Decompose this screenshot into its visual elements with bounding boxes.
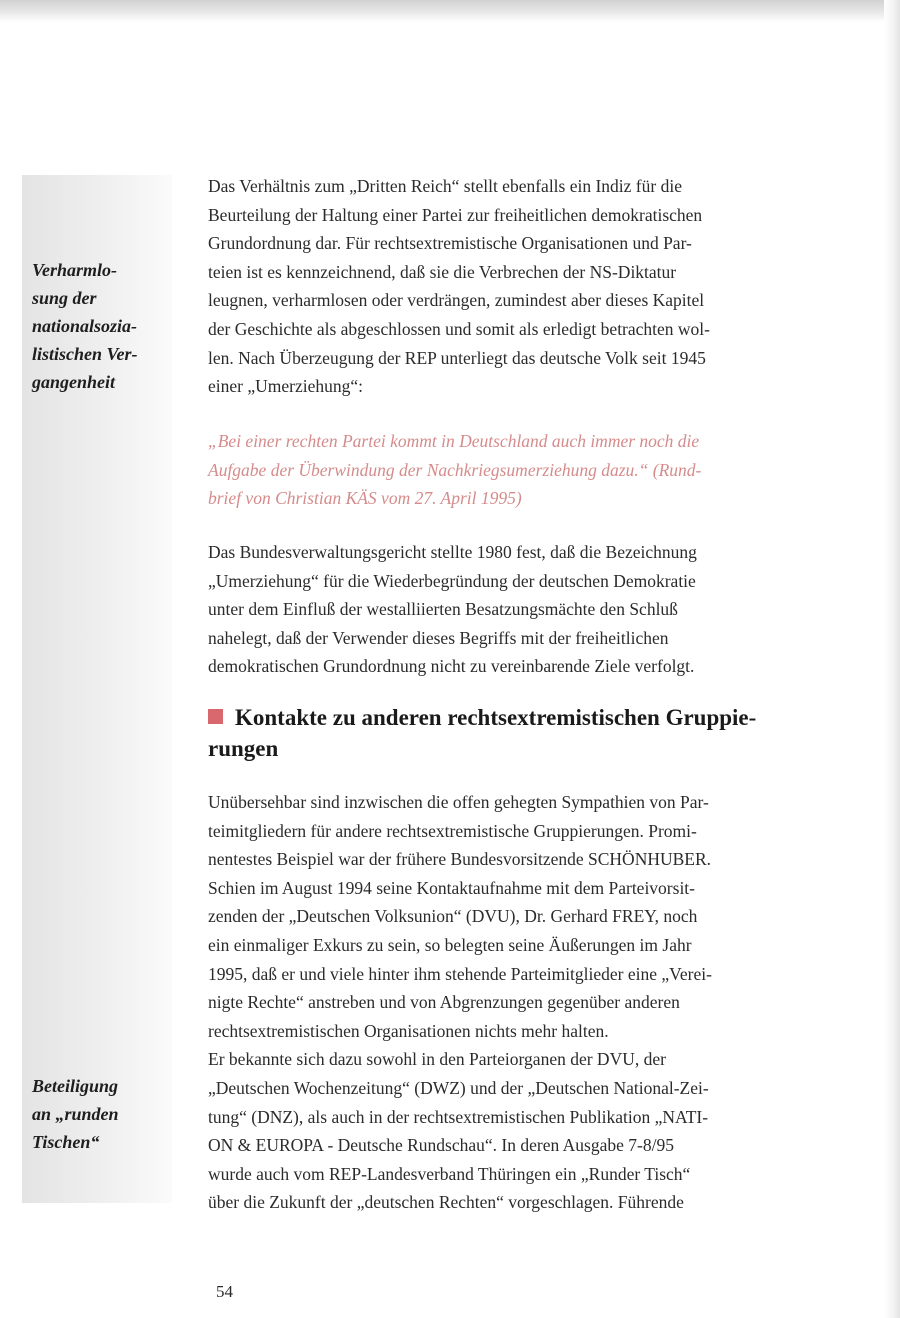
- paragraph-bundesverwaltungsgericht: [208, 538, 808, 681]
- quote-line: „Bei einer rechten Partei kommt in Deutschland auch immer noch die: [208, 431, 700, 451]
- text-line: Das Bundesverwaltungsgericht stellte 1980 fest, daß die Bezeichnung: [208, 542, 697, 562]
- text-line: einer „Umerziehung“:: [208, 376, 363, 397]
- paragraph-kontakte: [208, 788, 808, 1217]
- section-bullet-square-icon: [208, 709, 223, 724]
- text-line: über die Zukunft der „deutschen Rechten“ vorgeschlagen. Führende: [208, 1192, 684, 1213]
- text-line: leugnen, verharmlosen oder verdrängen, zumindest aber dieses Kapitel: [208, 290, 705, 311]
- quote-rundbrief: [208, 427, 808, 513]
- text-line: der Geschichte als abgeschlossen und somit als erledigt betrachten wol-: [208, 318, 710, 339]
- text-line: nahelegt, daß der Verwender dieses Begriffs mit der freiheitlichen: [208, 627, 669, 648]
- page-top-shadow: [0, 0, 900, 22]
- margin-note-line: an „runden: [32, 1104, 119, 1124]
- margin-note-runde-tische: [32, 1072, 162, 1156]
- text-line: Schien im August 1994 seine Kontaktaufnahme mit dem Parteivorsit-: [208, 877, 696, 898]
- text-line: unter dem Einfluß der westalliierten Besatzungsmächte den Schluß: [208, 599, 678, 620]
- text-line: tung“ (DNZ), als auch in der rechtsextremistischen Publikation „NATI-: [208, 1106, 709, 1127]
- text-line: demokratischen Grundordnung nicht zu vereinbarende Ziele verfolgt.: [208, 656, 695, 677]
- margin-note-line: Tischen“: [32, 1132, 100, 1152]
- text-line: wurde auch vom REP-Landesverband Thüringen ein „Runder Tisch“: [208, 1163, 691, 1184]
- text-line: ein einmaliger Exkurs zu sein, so belegten seine Äußerungen im Jahr: [208, 934, 692, 955]
- margin-note-line: Verharmlo-: [32, 260, 118, 280]
- heading-text: Kontakte zu anderen rechtsextremistischen Gruppie-: [235, 705, 757, 730]
- text-line: „Umerziehung“ für die Wiederbegründung der deutschen Demokratie: [208, 570, 696, 591]
- margin-note-verharmlosung: [32, 256, 162, 396]
- paragraph-dritten-reich: [208, 172, 808, 401]
- text-line: Grundordnung dar. Für rechtsextremistische Organisationen und Par-: [208, 233, 692, 254]
- text-line: Das Verhältnis zum „Dritten Reich“ stellt ebenfalls ein Indiz für die: [208, 176, 682, 196]
- text-line: 1995, daß er und viele hinter ihm stehende Parteimitglieder eine „Verei-: [208, 963, 712, 984]
- page-number: 54: [216, 1282, 233, 1301]
- text-line: Beurteilung der Haltung einer Partei zur freiheitlichen demokratischen: [208, 204, 703, 225]
- margin-note-line: gangenheit: [32, 372, 116, 392]
- text-line: nigte Rechte“ anstreben und von Abgrenzungen gegenüber anderen: [208, 992, 680, 1013]
- text-line: Unübersehbar sind inzwischen die offen gehegten Sympathien von Par-: [208, 792, 709, 812]
- margin-note-line: nationalsozia-: [32, 316, 138, 336]
- text-line: „Deutschen Wochenzeitung“ (DWZ) und der „Deutschen National-Zei-: [208, 1077, 709, 1098]
- quote-line: brief von Christian KÄS vom 27. April 1995): [208, 488, 522, 509]
- margin-note-line: listischen Ver-: [32, 344, 138, 364]
- text-line: Er bekannte sich dazu sowohl in den Parteiorganen der DVU, der: [208, 1049, 666, 1070]
- heading-line-1: [208, 702, 818, 733]
- margin-note-line: sung der: [32, 288, 97, 308]
- section-heading-kontakte: [208, 702, 818, 764]
- text-line: teien ist es kennzeichnend, daß sie die Verbrechen der NS-Diktatur: [208, 261, 677, 282]
- page-right-edge: [884, 0, 900, 1318]
- heading-line-2: rungen: [208, 736, 279, 761]
- quote-line: Aufgabe der Überwindung der Nachkriegsumerziehung dazu.“ (Rund-: [208, 459, 702, 480]
- text-line: rechtsextremistischen Organisationen nichts mehr halten.: [208, 1020, 609, 1041]
- margin-note-line: Beteiligung: [32, 1076, 119, 1096]
- text-line: teimitgliedern für andere rechtsextremistische Gruppierungen. Promi-: [208, 820, 697, 841]
- text-line: ON & EUROPA - Deutsche Rundschau“. In deren Ausgabe 7-8/95: [208, 1135, 674, 1156]
- text-line: len. Nach Überzeugung der REP unterliegt das deutsche Volk seit 1945: [208, 347, 706, 368]
- text-line: nentestes Beispiel war der frühere Bundesvorsitzende SCHÖNHUBER.: [208, 849, 712, 870]
- text-line: zenden der „Deutschen Volksunion“ (DVU), Dr. Gerhard FREY, noch: [208, 906, 698, 927]
